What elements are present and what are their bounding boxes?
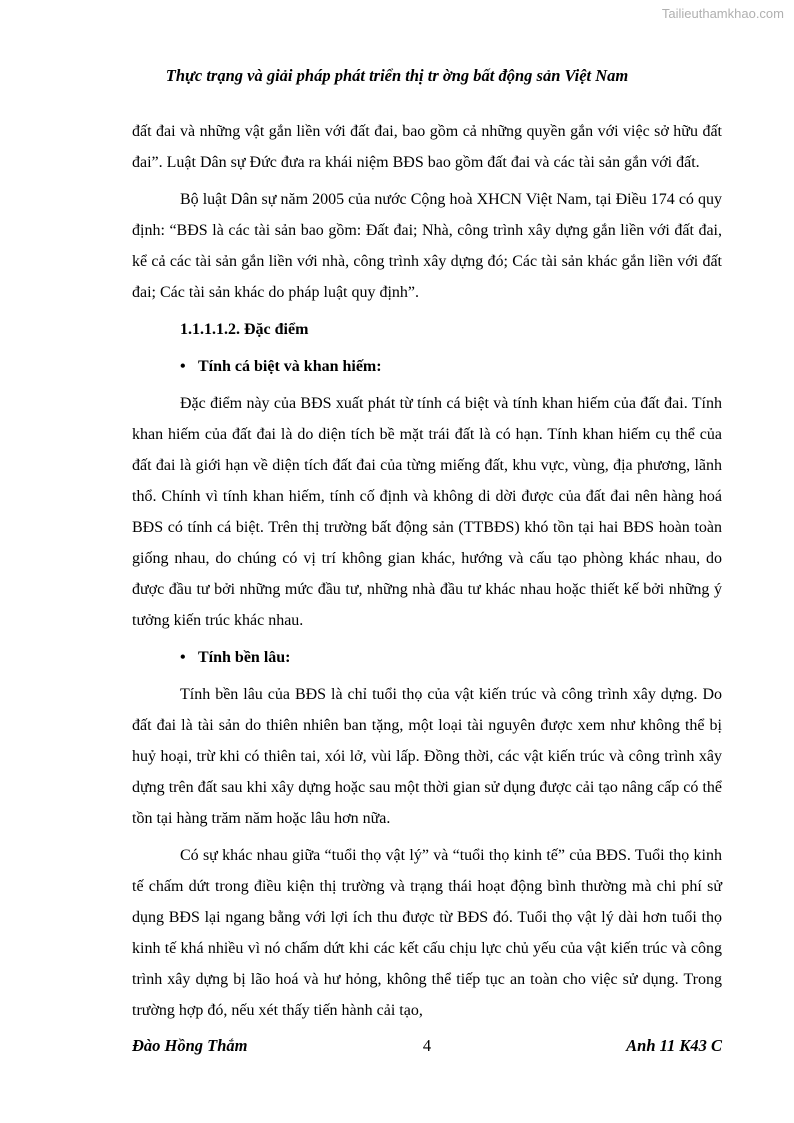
bullet-icon: • xyxy=(180,358,186,375)
paragraph-4: Tính bền lâu của BĐS là chỉ tuổi thọ của vật kiến trúc và công trình xây dựng. Do đất đai là tài sản do thiên nhiên ban tặng, một loại tài nguyên được xem như không thể bị huỷ hoại, trừ khi có thiên tai, xói lở, vùi lấp. Đồng thời, các vật kiến trúc và công trình xây dựng trên đất sau khi xây dựng hoặc sau một thời gian sử dụng được cải tạo nâng cấp có thể tồn tại hàng trăm năm hoặc lâu hơn nữa. xyxy=(132,686,722,827)
paragraph-3: Đặc điểm này của BĐS xuất phát từ tính cá biệt và tính khan hiếm của đất đai. Tính khan hiếm của đất đai là do diện tích bề mặt trái đất là có hạn. Tính khan hiếm cụ thể của đất đai là giới hạn về diện tích đất đai của từng miếng đất, khu vực, vùng, địa phương, lãnh thổ. Chính vì tính khan hiếm, tính cố định và không di dời được của đất đai nên hàng hoá BĐS có tính cá biệt. Trên thị trường bất động sản (TTBĐS) khó tồn tại hai BĐS hoàn toàn giống nhau, do chúng có vị trí không gian khác, hướng và cấu tạo phòng khác nhau, do được đầu tư bởi những mức đầu tư, những nhà đầu tư khác nhau hoặc thiết kế bởi những ý tưởng kiến trúc khác nhau. xyxy=(132,395,722,629)
document-body xyxy=(132,116,722,1032)
page-footer xyxy=(132,1036,722,1058)
bullet-icon: • xyxy=(180,649,186,666)
watermark: Tailieuthamkhao.com xyxy=(661,6,784,21)
footer-author: Đào Hồng Thắm xyxy=(132,1036,248,1055)
bullet-1-text: Tính cá biệt và khan hiếm: xyxy=(198,358,382,375)
section-heading: 1.1.1.1.2. Đặc điểm xyxy=(180,321,309,338)
paragraph-5: Có sự khác nhau giữa “tuổi thọ vật lý” và “tuổi thọ kinh tế” của BĐS. Tuổi thọ kinh tế chấm dứt trong điều kiện thị trường và trạng thái hoạt động bình thường mà chi phí sử dụng BĐS lại ngang bằng với lợi ích thu được từ BĐS đó. Tuổi thọ vật lý dài hơn tuổi thọ kinh tế khá nhiều vì nó chấm dứt khi các kết cấu chịu lực chủ yếu của vật kiến trúc và công trình xây dựng bị lão hoá và hư hỏng, không thể tiếp tục an toàn cho việc sử dụng. Trong trường hợp đó, nếu xét thấy tiến hành cải tạo, xyxy=(132,847,722,1019)
footer-class-code: Anh 11 K43 C xyxy=(626,1036,722,1055)
paragraph-2: Bộ luật Dân sự năm 2005 của nước Cộng hoà XHCN Việt Nam, tại Điều 174 có quy định: “BĐS là các tài sản bao gồm: Đất đai; Nhà, công trình xây dựng gắn liền với đất đai, kể cả các tài sản gắn liền với nhà, công trình xây dựng đó; Các tài sản khác gắn liền với đất đai; Các tài sản khác do pháp luật quy định”. xyxy=(132,191,722,301)
paragraph-1: đất đai và những vật gắn liền với đất đai, bao gồm cả những quyền gắn với việc sở hữu đất đai”. Luật Dân sự Đức đưa ra khái niệm BĐS bao gồm đất đai và các tài sản gắn với đất. xyxy=(132,123,722,171)
bullet-2-text: Tính bền lâu: xyxy=(198,649,291,666)
running-header-title: Thực trạng và giải pháp phát triển thị tr ờng bất động sản Việt Nam xyxy=(165,66,629,85)
bullet-item-1 xyxy=(132,351,722,382)
page-number: 4 xyxy=(422,1036,432,1055)
bullet-item-2 xyxy=(132,642,722,673)
